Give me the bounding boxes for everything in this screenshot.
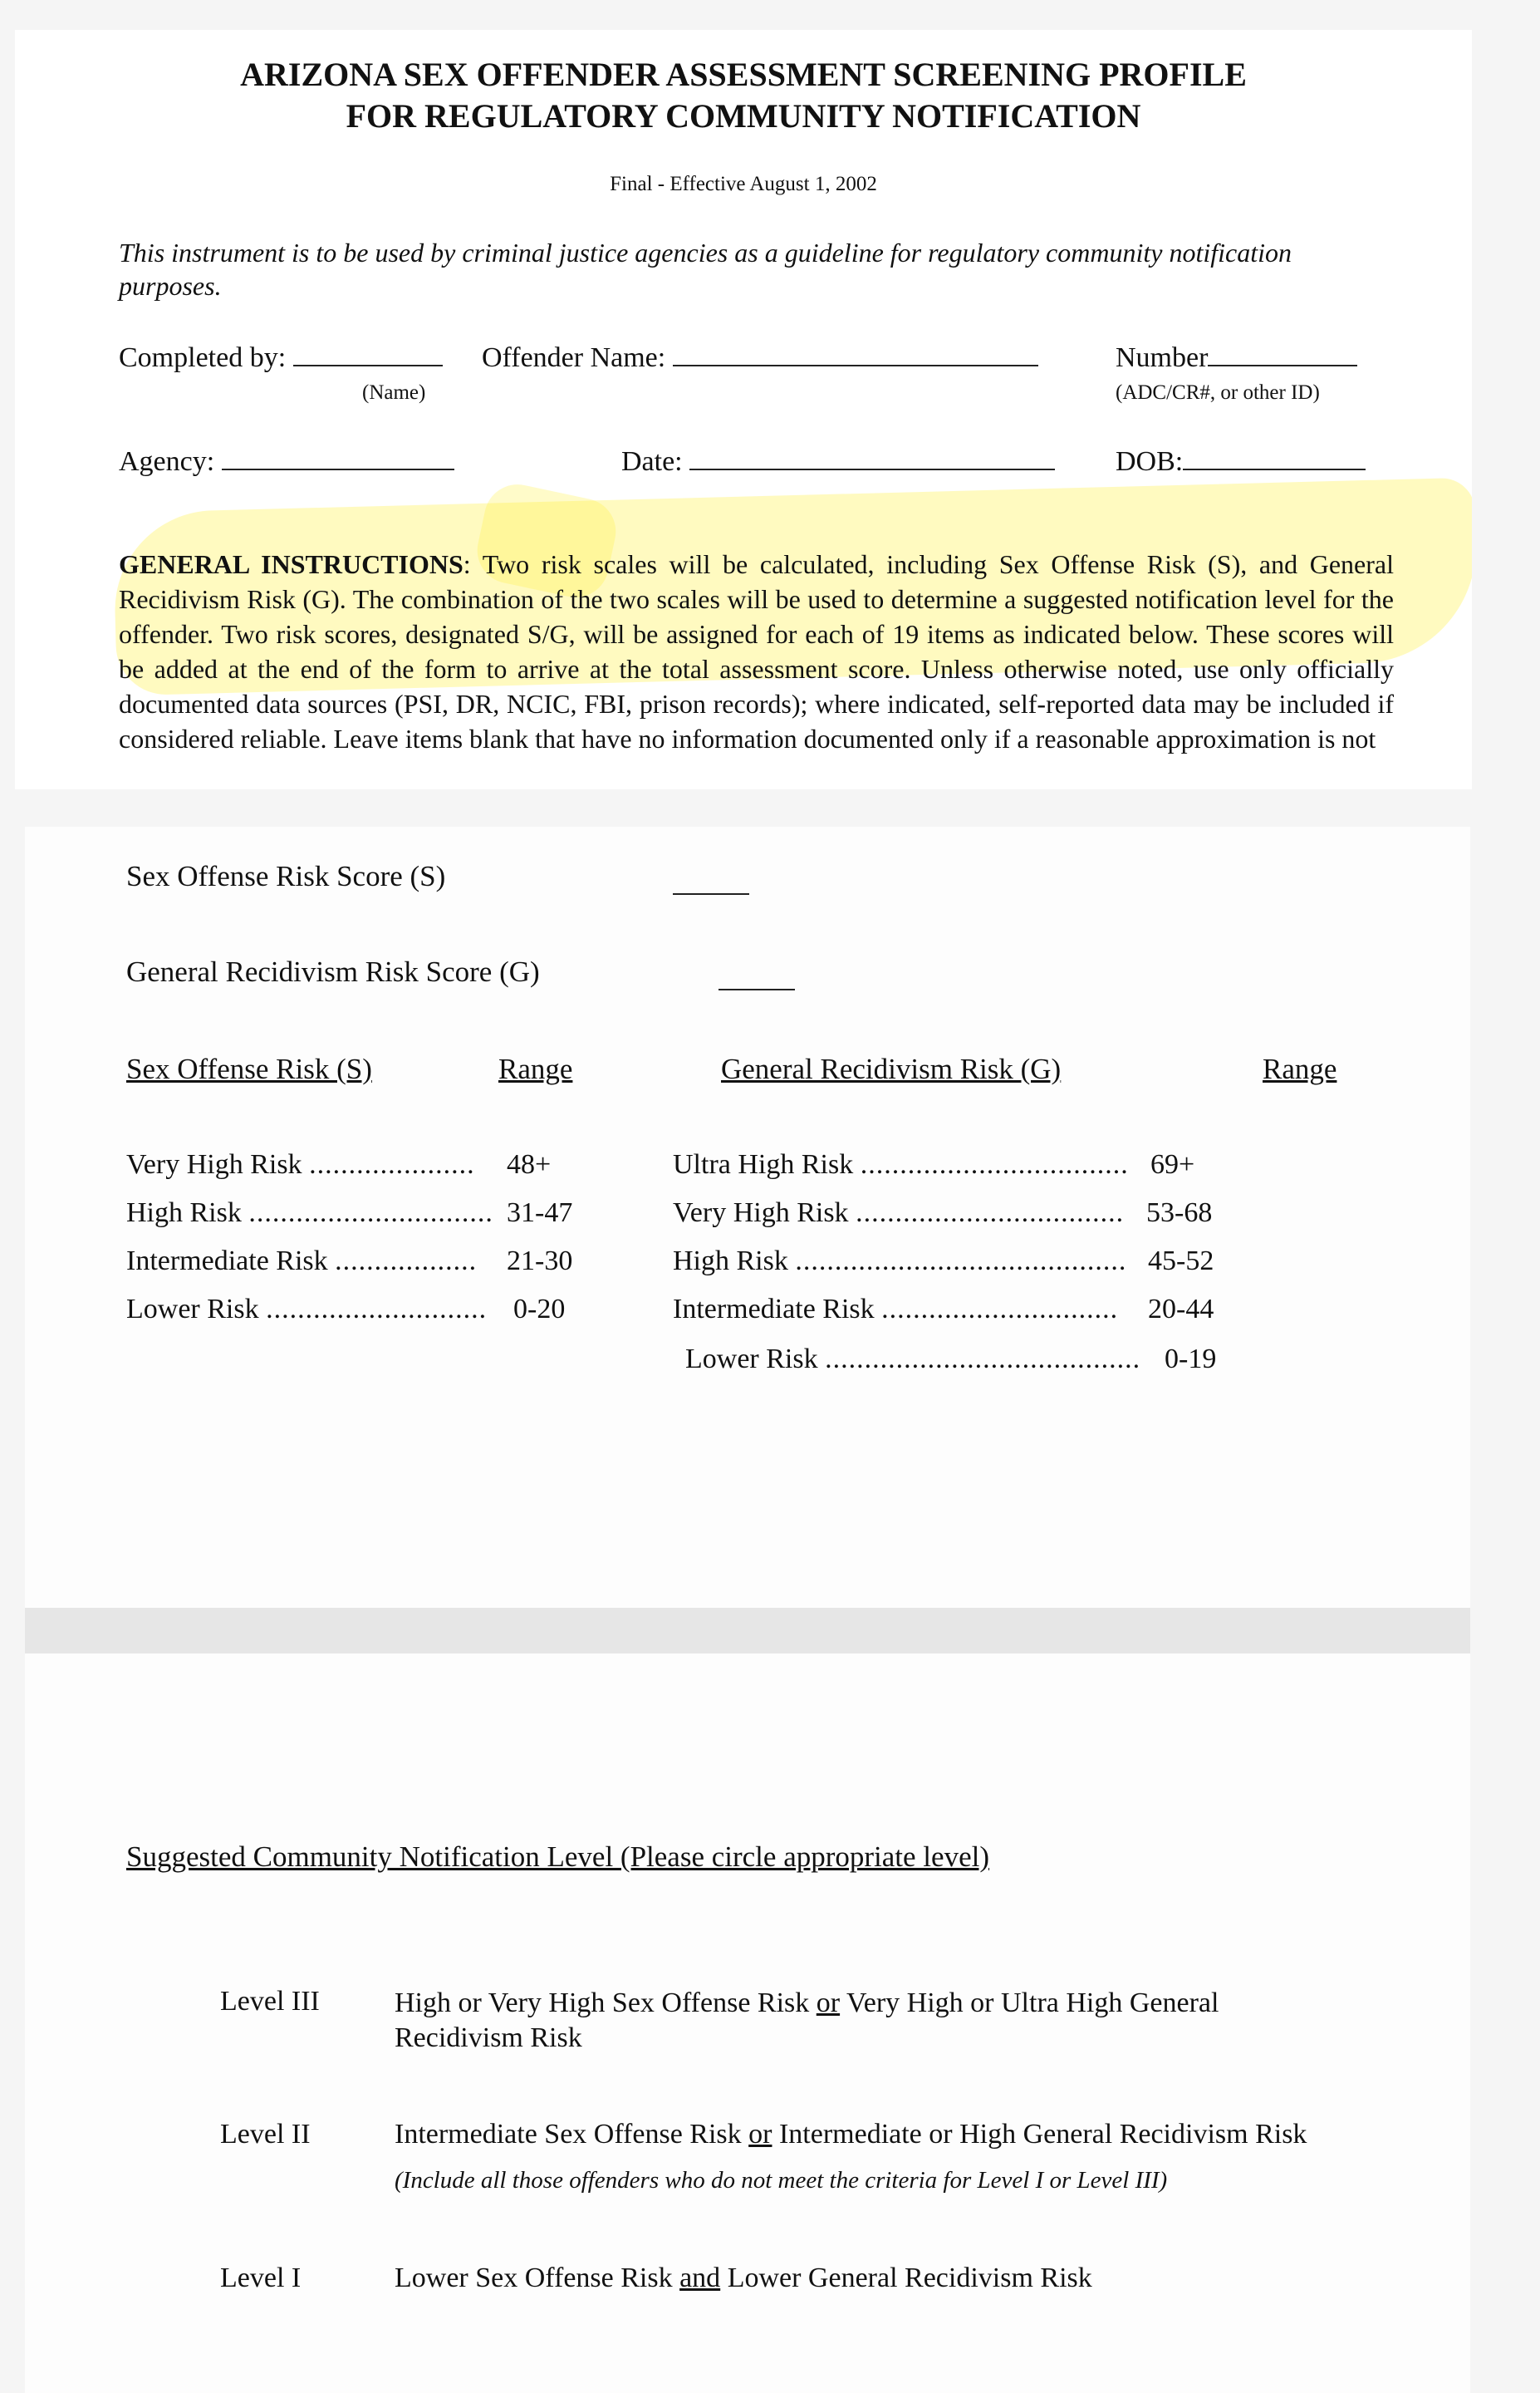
level-2-description (395, 2119, 1307, 2150)
offender-name-field[interactable] (482, 342, 1038, 374)
s-header: Sex Offense Risk (S) (126, 1053, 372, 1085)
g-row-range: 69+ (1150, 1149, 1195, 1180)
date-field[interactable] (621, 445, 1055, 478)
g-row (673, 1149, 1129, 1181)
level-3-conj: or (816, 1988, 841, 2018)
level-1-conj: and (679, 2263, 721, 2293)
completed-by-label: Completed by: (119, 342, 287, 373)
number-field[interactable] (1116, 342, 1357, 374)
instructions-heading: GENERAL INSTRUCTIONS (119, 549, 463, 579)
notification-heading: Suggested Community Notification Level (Please circle appropriate level) (126, 1840, 989, 1873)
s-row-range: 48+ (507, 1149, 552, 1180)
g-row-label: Very High Risk (673, 1197, 849, 1228)
sex-offense-score-blank[interactable] (673, 870, 749, 895)
date-label: Date: (621, 446, 683, 477)
s-row (126, 1197, 493, 1229)
s-row-dots: ............................... (248, 1197, 493, 1228)
completed-by-field[interactable] (119, 342, 443, 374)
level-1-text-a: Lower Sex Offense Risk (395, 2263, 680, 2293)
level-3-label[interactable]: Level III (220, 1986, 320, 2017)
title-line-1: ARIZONA SEX OFFENDER ASSESSMENT SCREENING PROFILE (240, 56, 1247, 93)
g-row-range: 45-52 (1148, 1246, 1214, 1276)
agency-label: Agency: (119, 446, 215, 477)
level-1-label[interactable]: Level I (220, 2263, 302, 2293)
name-caption: (Name) (362, 381, 426, 404)
sex-offense-score-label: Sex Offense Risk Score (S) (126, 860, 446, 892)
s-row-label: Lower Risk (126, 1294, 259, 1324)
g-row-dots: .......................................... (795, 1246, 1127, 1276)
g-row-range: 53-68 (1146, 1197, 1213, 1228)
number-label: Number (1116, 342, 1209, 373)
g-row-dots: .............................. (881, 1294, 1119, 1324)
g-range-header: Range (1263, 1053, 1337, 1085)
level-2-note: (Include all those offenders who do not meet the criteria for Level I or Level III) (395, 2167, 1168, 2194)
intro-text: This instrument is to be used by criminal justice agencies as a guideline for regulatory community notification purposes. (119, 238, 1292, 301)
g-row (673, 1197, 1124, 1229)
date-blank[interactable] (689, 445, 1055, 470)
g-row (685, 1344, 1140, 1375)
level-3-description (395, 1986, 1333, 2056)
dob-field[interactable] (1116, 445, 1366, 478)
g-row-dots: .................................. (860, 1149, 1129, 1180)
g-row-dots: ........................................ (825, 1344, 1141, 1374)
number-blank[interactable] (1208, 342, 1357, 366)
effective-date: Final - Effective August 1, 2002 (610, 173, 877, 195)
score-section (25, 827, 1470, 1608)
page-gap (25, 1608, 1470, 1653)
s-row (126, 1294, 487, 1325)
s-row-range: 21-30 (507, 1246, 573, 1276)
s-row-label: Very High Risk (126, 1149, 302, 1180)
g-row-range: 20-44 (1148, 1294, 1214, 1324)
s-row (126, 1246, 477, 1277)
g-row-label: Ultra High Risk (673, 1149, 854, 1180)
s-row-dots: .................. (335, 1246, 478, 1276)
g-row-label: Intermediate Risk (673, 1294, 875, 1324)
g-row (673, 1246, 1126, 1277)
level-3-text-b: Very High or Ultra High General Recidivism Risk (395, 1988, 1219, 2053)
instructions-body: : Two risk scales will be calculated, including Sex Offense Risk (S), and General Recidivism Risk (G). The combination of the two scales will be used to determine a suggested notification level for the offender. Two risk scores, designated S/G, will be assigned for each of 19 items as indicated below. These scores will be added at the end of the form to arrive at the total assessment score. Unless otherwise noted, use only officially documented data sources (PSI, DR, NCIC, FBI, prison records); where indicated, self-reported data may be included if considered reliable. Leave items blank that have no information documented only if a reasonable approximation is not (119, 549, 1395, 754)
g-row-label: Lower Risk (685, 1344, 818, 1374)
level-2-text-a: Intermediate Sex Offense Risk (395, 2119, 749, 2150)
g-row-dots: .................................. (856, 1197, 1125, 1228)
s-row (126, 1149, 475, 1181)
s-row-label: Intermediate Risk (126, 1246, 328, 1276)
s-row-dots: ..................... (309, 1149, 475, 1180)
level-2-conj: or (748, 2119, 772, 2150)
agency-field[interactable] (119, 445, 454, 478)
s-row-label: High Risk (126, 1197, 242, 1228)
general-score-label: General Recidivism Risk Score (G) (126, 956, 540, 988)
notification-section (25, 1653, 1470, 2393)
level-3-text-a: High or Very High Sex Offense Risk (395, 1988, 817, 2018)
general-instructions (119, 547, 1394, 756)
level-1-text-b: Lower General Recidivism Risk (720, 2263, 1092, 2293)
completed-by-blank[interactable] (293, 342, 443, 366)
g-row-label: High Risk (673, 1246, 788, 1276)
general-score-blank[interactable] (719, 966, 795, 990)
dob-label: DOB: (1116, 446, 1184, 477)
agency-blank[interactable] (222, 445, 454, 470)
g-row-range: 0-19 (1165, 1344, 1217, 1374)
dob-blank[interactable] (1183, 445, 1366, 470)
s-row-range: 0-20 (513, 1294, 566, 1324)
g-header: General Recidivism Risk (G) (721, 1053, 1062, 1085)
s-row-range: 31-47 (507, 1197, 573, 1228)
level-2-text-b: Intermediate or High General Recidivism Risk (772, 2119, 1307, 2150)
offender-name-label: Offender Name: (482, 342, 666, 373)
g-row (673, 1294, 1118, 1325)
level-1-description (395, 2263, 1092, 2294)
title-line-2: FOR REGULATORY COMMUNITY NOTIFICATION (346, 97, 1141, 135)
number-caption: (ADC/CR#, or other ID) (1116, 381, 1320, 404)
form-header-section (15, 30, 1472, 789)
level-2-label[interactable]: Level II (220, 2119, 311, 2150)
s-range-header: Range (498, 1053, 573, 1085)
s-row-dots: ............................ (266, 1294, 488, 1324)
offender-name-blank[interactable] (673, 342, 1038, 366)
